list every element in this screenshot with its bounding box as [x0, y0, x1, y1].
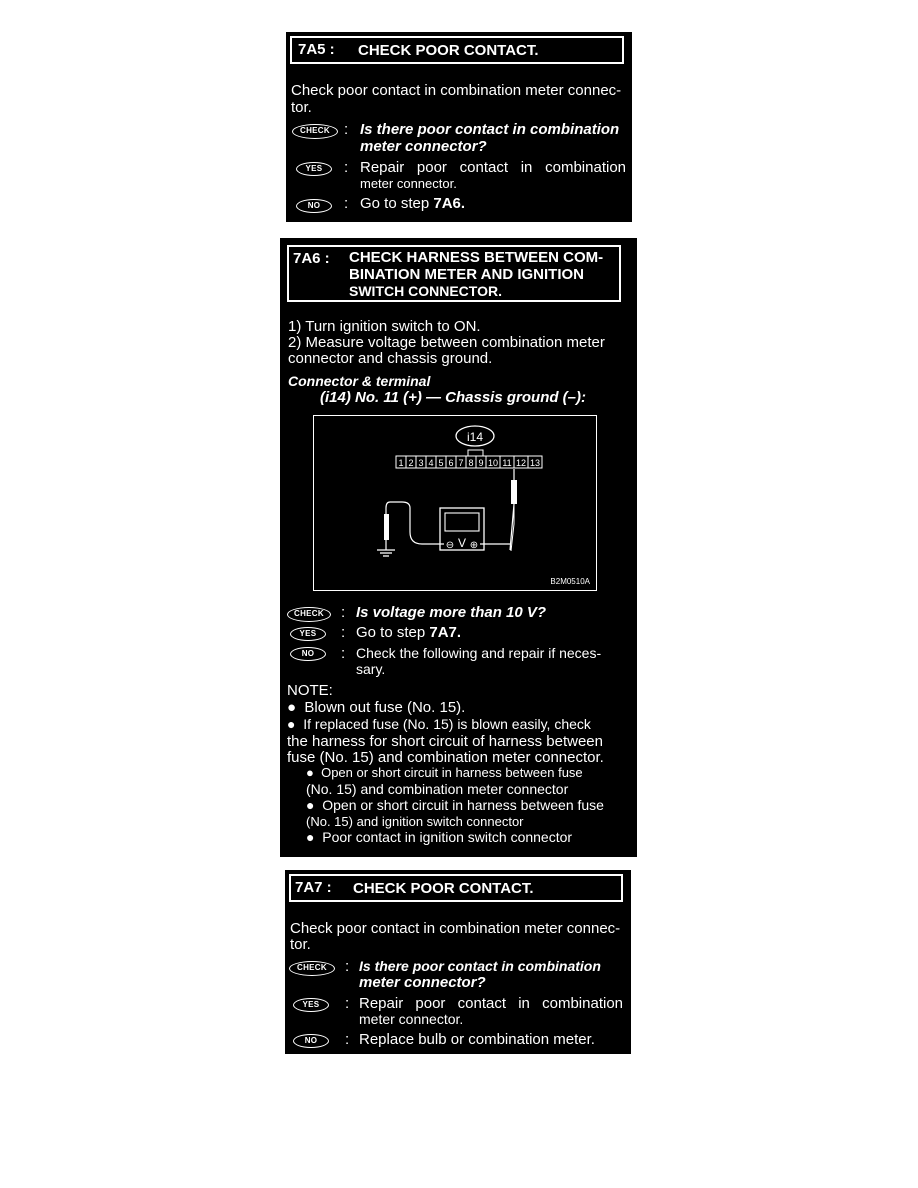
- terminal-number: 2: [408, 458, 414, 468]
- sub-note-text: (No. 15) and ignition switch connector: [306, 814, 524, 829]
- colon: :: [344, 121, 349, 138]
- colon: :: [345, 958, 350, 975]
- instruction-line: 2) Measure voltage between combination meter: [288, 334, 605, 351]
- terminal-number: 5: [438, 458, 444, 468]
- step-id: 7A5 :: [298, 41, 335, 58]
- check-question: meter connector?: [359, 974, 486, 991]
- yes-answer: Repair poor contact in combination: [360, 159, 626, 176]
- step-title-line: SWITCH CONNECTOR.: [349, 283, 502, 299]
- terminal-number: 11: [502, 458, 512, 468]
- terminal-number: 6: [448, 458, 454, 468]
- yes-answer: [356, 624, 461, 641]
- yes-badge: YES: [290, 627, 326, 641]
- intro-line: tor.: [290, 936, 311, 953]
- step-7a5-header: [290, 36, 624, 64]
- terminal-number: 1: [398, 458, 404, 468]
- terminal-number: 8: [468, 458, 474, 468]
- yes-answer-text: Go to step: [356, 624, 430, 641]
- note-text: fuse (No. 15) and combination meter connector.: [287, 749, 604, 766]
- note-item: ● Blown out fuse (No. 15).: [287, 699, 466, 716]
- terminal-strip: [396, 456, 542, 468]
- no-badge: NO: [290, 647, 326, 661]
- terminal-number: 7: [458, 458, 464, 468]
- step-link-7a7: 7A7.: [429, 624, 462, 641]
- connector-bracket: [468, 450, 483, 456]
- sub-note-text: Poor contact in ignition switch connector: [322, 829, 573, 845]
- intro-line: Check poor contact in combination meter connec-: [291, 82, 622, 99]
- colon: :: [345, 995, 350, 1012]
- check-question: Is there poor contact in combination: [360, 121, 620, 138]
- no-answer: Replace bulb or combination meter.: [359, 1031, 595, 1048]
- step-7a6-panel: [280, 238, 637, 857]
- wiring-diagram-svg: [314, 416, 595, 589]
- sub-note-text: Open or short circuit in harness between fuse: [322, 797, 604, 813]
- sub-note-item: ● Open or short circuit in harness between fuse: [306, 765, 583, 780]
- check-badge: CHECK: [289, 961, 335, 976]
- colon: :: [344, 195, 349, 212]
- note-item: ● If replaced fuse (No. 15) is blown easily, check: [287, 716, 591, 732]
- sub-note-item: ● Poor contact in ignition switch connector: [306, 829, 573, 845]
- check-question: Is there poor contact in combination: [359, 958, 601, 974]
- note-text: Blown out fuse (No. 15).: [304, 699, 466, 716]
- step-7a5-panel: [286, 32, 632, 222]
- step-id: 7A6 :: [293, 250, 330, 267]
- terminal-number: 10: [487, 458, 499, 468]
- sub-note-item: ● Open or short circuit in harness between fuse: [306, 797, 604, 813]
- terminal-number: 12: [515, 458, 527, 468]
- step-title-line: CHECK HARNESS BETWEEN COM-: [349, 249, 604, 266]
- positive-probe: [511, 480, 517, 504]
- minus-terminal: ⊖: [445, 540, 455, 551]
- negative-probe: [384, 514, 389, 540]
- voltmeter-symbol: V: [457, 536, 467, 550]
- no-answer-text: Go to step: [360, 195, 434, 212]
- step-7a7-panel: [285, 870, 631, 1054]
- no-badge: NO: [293, 1034, 329, 1048]
- intro-line: Check poor contact in combination meter connec-: [290, 920, 621, 937]
- instruction-line: connector and chassis ground.: [288, 350, 493, 367]
- yes-answer: meter connector.: [360, 176, 457, 191]
- step-id: 7A7 :: [295, 879, 332, 896]
- note-title: NOTE:: [287, 682, 333, 699]
- figure-code: B2M0510A: [550, 577, 590, 586]
- intro-line: tor.: [291, 99, 312, 116]
- terminal-number: 9: [478, 458, 484, 468]
- step-link-7a6: 7A6.: [433, 195, 466, 212]
- step-title: CHECK POOR CONTACT.: [353, 880, 534, 897]
- colon: :: [341, 645, 346, 662]
- yes-badge: YES: [296, 162, 332, 176]
- step-7a6-header: [287, 245, 621, 302]
- yes-badge: YES: [293, 998, 329, 1012]
- colon: :: [341, 624, 346, 641]
- yes-answer: Repair poor contact in combination: [359, 995, 623, 1012]
- voltmeter-display: [445, 513, 479, 531]
- wiring-diagram: [313, 415, 597, 591]
- yes-answer: meter connector.: [359, 1011, 464, 1027]
- connector-spec: (i14) No. 11 (+) — Chassis ground (–):: [320, 389, 587, 406]
- check-question: Is voltage more than 10 V?: [356, 604, 547, 621]
- sub-note-text: Open or short circuit in harness between fuse: [321, 765, 583, 780]
- step-7a7-header: [289, 874, 623, 902]
- no-answer: Check the following and repair if neces-: [356, 645, 602, 661]
- sub-note-text: (No. 15) and combination meter connector: [306, 781, 569, 797]
- negative-wire: [386, 502, 444, 544]
- terminal-number: 13: [529, 458, 541, 468]
- step-title: CHECK POOR CONTACT.: [358, 42, 539, 59]
- colon: :: [344, 159, 349, 176]
- note-text: the harness for short circuit of harness between: [287, 733, 603, 750]
- instruction-line: 1) Turn ignition switch to ON.: [288, 318, 481, 335]
- step-title-line: BINATION METER AND IGNITION: [349, 266, 584, 283]
- connector-heading: Connector & terminal: [288, 373, 431, 389]
- check-badge: CHECK: [292, 124, 338, 139]
- no-answer: sary.: [356, 661, 386, 677]
- note-text: If replaced fuse (No. 15) is blown easily, check: [303, 716, 591, 732]
- connector-label: i14: [466, 430, 484, 444]
- check-badge: CHECK: [287, 607, 331, 622]
- no-answer: [360, 195, 465, 212]
- colon: :: [341, 604, 346, 621]
- colon: :: [345, 1031, 350, 1048]
- no-badge: NO: [296, 199, 332, 213]
- check-question: meter connector?: [360, 138, 487, 155]
- plus-terminal: ⊕: [469, 540, 479, 551]
- terminal-number: 3: [418, 458, 424, 468]
- terminal-number: 4: [428, 458, 434, 468]
